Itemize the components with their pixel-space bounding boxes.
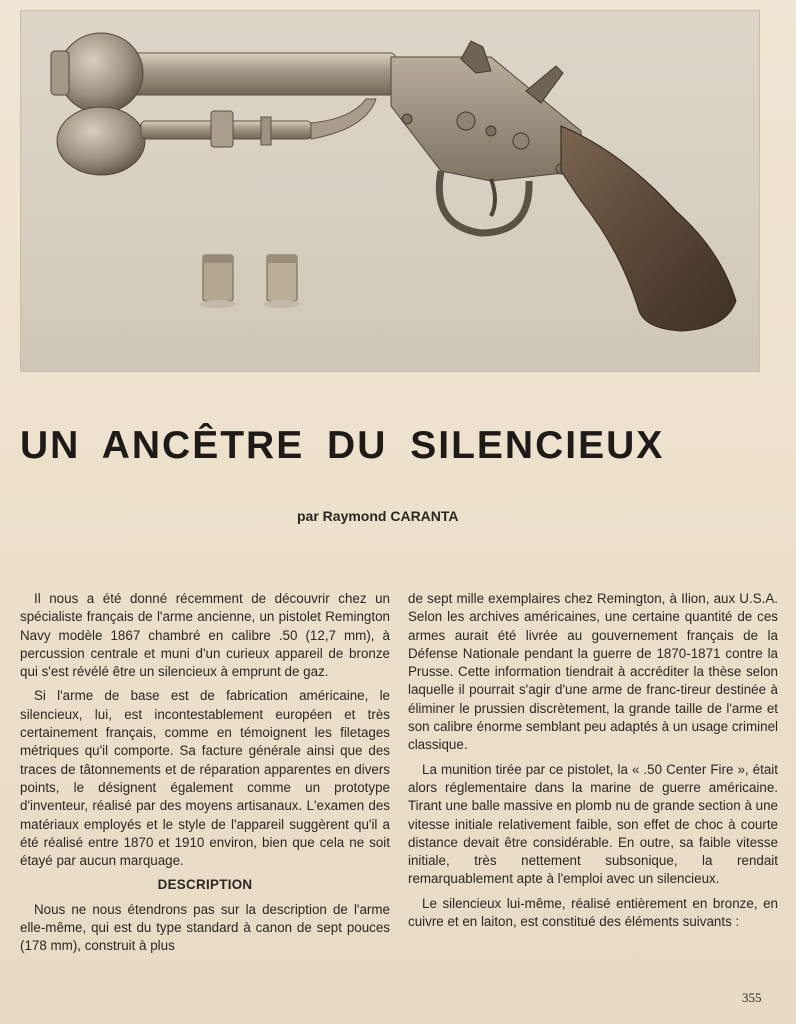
article-author: par Raymond CARANTA: [297, 508, 459, 524]
paragraph-ammunition: La munition tirée par ce pistolet, la « .50 Center Fire », était alors réglementaire dans la marine de guerre américaine. Tirant une balle massive en plomb nu de grande section à une vitesse initiale relativement faible, son effet de choc à courte distance devait être considérable. En outre, sa faible vitesse initiale, très nettement subsonique, la rendait remarquablement apte à l'emploi avec un silencieux.: [408, 761, 778, 887]
page-number: 355: [742, 990, 762, 1005]
paragraph-origin: Si l'arme de base est de fabrication américaine, le silencieux, lui, est incontestablement européen et très certainement français, comme en témoignent les filetages métriques qu'il comporte. Sa facture générale ainsi que des traces de tâtonnements et de réparation apparentes en divers points, le désignent également comme un prototype d'inventeur, réalisé par des moyens artisanaux. L'examen des matériaux employés et le style de l'appareil suggèrent qu'il a été réalisé entre 1870 et 1910 environ, bien que cela ne soit étayé par aucun marquage.: [20, 688, 390, 869]
pistol-illustration: [21, 11, 761, 373]
section-heading-description: DESCRIPTION: [157, 877, 253, 893]
article-title: UN ANCÊTRE DU SILENCIEUX: [20, 424, 665, 467]
paragraph-description: Nous ne nous étendrons pas sur la description de l'arme elle-même, qui est du type standard à canon de sept pouces (178 mm), construit à plus: [20, 901, 390, 954]
pistol-photo: [20, 10, 760, 372]
paragraph-description-continued: de sept mille exemplaires chez Remington, à Ilion, aux U.S.A. Selon les archives américaines, une certaine quantité de ces armes aurait été livrée au gouvernement français de la Défense Nationale pendant la guerre de 1870-1871 contre la Prusse. Cette information tiendrait à accréditer la thèse selon laquelle il pourrait s'agir d'une arme de franc-tireur destinée à éliminer le prussien discrètement, la grande taille de l'arme et son calibre énorme semblant peu adaptés à un usage criminel classique.: [408, 591, 778, 753]
right-column: [408, 590, 778, 937]
left-column: [20, 590, 390, 962]
paragraph-silencer: Le silencieux lui-même, réalisé entièrement en bronze, en cuivre et en laiton, est constitué des éléments suivants :: [408, 895, 778, 930]
paragraph-intro: Il nous a été donné récemment de découvrir chez un spécialiste français de l'arme ancienne, un pistolet Remington Navy modèle 1867 chambré en calibre .50 (12,7 mm), à percussion centrale et muni d'un curieux appareil de bronze qui s'est révélé être un silencieux à emprunt de gaz.: [20, 591, 390, 680]
